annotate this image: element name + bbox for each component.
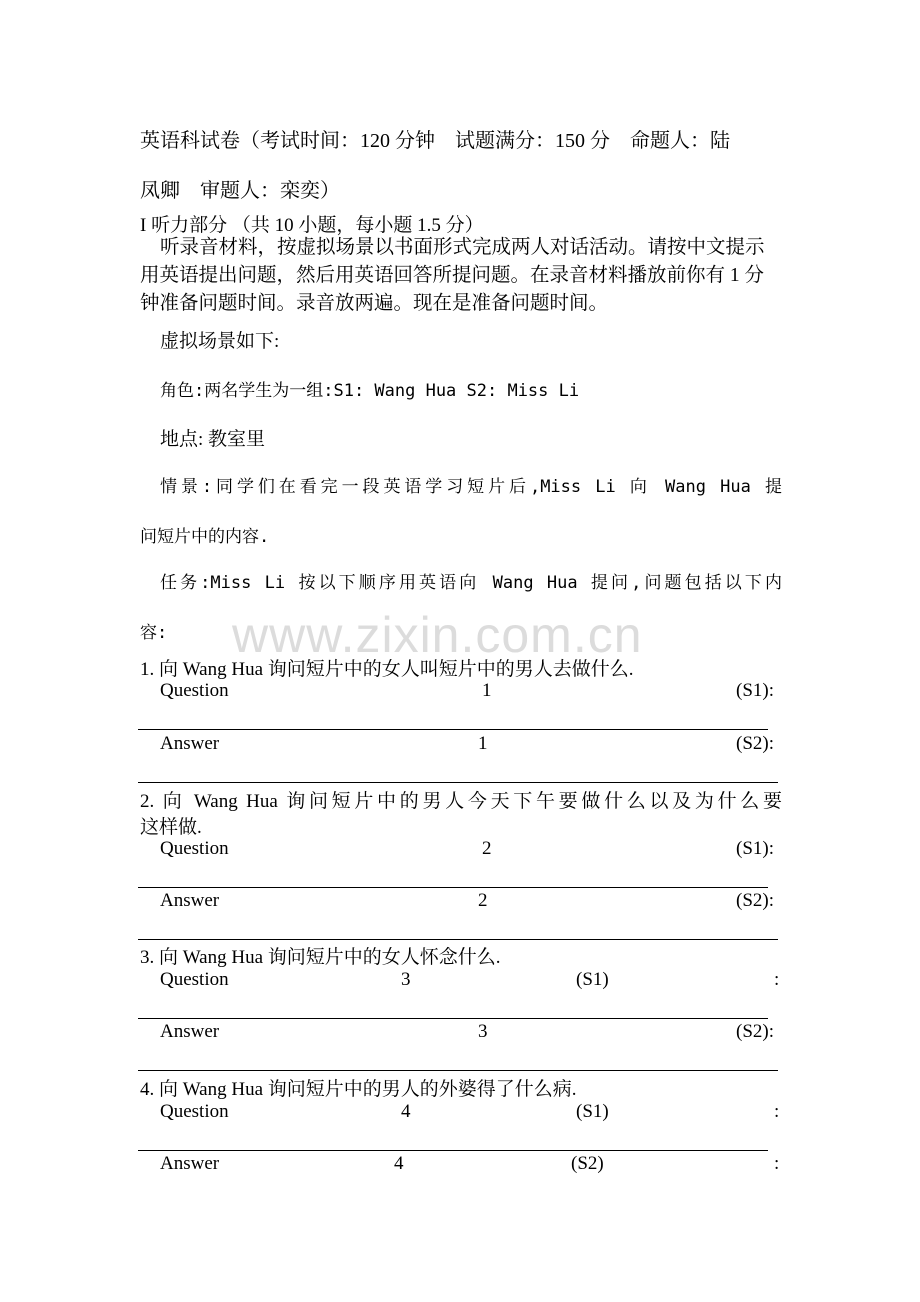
item-4-question-answer-line[interactable] [138, 1150, 768, 1151]
item-2-answer-label: Answer [160, 890, 220, 911]
item-2-prompt-line-1: 2. 向 Wang Hua 询问短片中的男人今天下午要做什么以及为什么要 [140, 791, 782, 812]
item-1-prompt: 1. 向 Wang Hua 询问短片中的女人叫短片中的男人去做什么. [140, 659, 634, 680]
item-4-question-label: Question [160, 1101, 229, 1122]
exam-header-line-2: 凤卿 审题人：栾奕） [140, 180, 340, 202]
watermark-text: www.zixin.com.cn [232, 607, 643, 663]
item-3-answer-role: (S2): [736, 1021, 774, 1042]
item-3-question-label: Question [160, 969, 229, 990]
item-3-answer-line[interactable] [138, 1070, 778, 1071]
scenario-intro: 虚拟场景如下: [160, 331, 280, 352]
item-1-question-role: (S1): [736, 680, 774, 701]
scenario-task-2: 容: [140, 623, 168, 643]
item-1-question-label: Question [160, 680, 229, 701]
item-4-answer-colon: : [774, 1153, 780, 1174]
item-2-answer-num: 2 [478, 890, 488, 911]
item-2-question-num: 2 [482, 838, 492, 859]
instructions-paragraph: 听录音材料，按虚拟场景以书面形式完成两人对话活动。请按中文提示用英语提出问题，然后用英语回答所提问题。在录音材料播放前你有 1 分钟准备问题时间。录音放两遍。现在是准备问题时间。 [140, 237, 765, 314]
item-2-answer-line[interactable] [138, 939, 778, 940]
item-3-question-role: (S1) [576, 969, 609, 990]
scenario-situation-1: 情景:同学们在看完一段英语学习短片后,Miss Li 向 Wang Hua 提 [160, 477, 782, 497]
item-3-question-colon: : [774, 969, 780, 990]
item-3-question-num: 3 [401, 969, 411, 990]
scenario-situation-2: 问短片中的内容. [140, 527, 270, 547]
scenario-task-1: 任务:Miss Li 按以下顺序用英语向 Wang Hua 提问,问题包括以下内 [160, 573, 782, 593]
exam-header-line-1: 英语科试卷（考试时间：120 分钟 试题满分：150 分 命题人：陆 [140, 130, 730, 152]
item-2-answer-role: (S2): [736, 890, 774, 911]
item-4-prompt: 4. 向 Wang Hua 询问短片中的男人的外婆得了什么病. [140, 1079, 577, 1100]
item-4-question-num: 4 [401, 1101, 411, 1122]
item-2-question-answer-line[interactable] [138, 887, 768, 888]
item-4-question-role: (S1) [576, 1101, 609, 1122]
item-3-question-answer-line[interactable] [138, 1018, 768, 1019]
item-1-answer-label: Answer [160, 733, 220, 754]
item-1-answer-num: 1 [478, 733, 488, 754]
item-1-answer-role: (S2): [736, 733, 774, 754]
item-2-question-role: (S1): [736, 838, 774, 859]
item-3-answer-label: Answer [160, 1021, 220, 1042]
item-4-answer-label: Answer [160, 1153, 220, 1174]
section-title: I 听力部分 （共 10 小题，每小题 1.5 分） [140, 215, 484, 236]
item-2-prompt-line-2: 这样做. [140, 817, 202, 838]
item-4-answer-num: 4 [394, 1153, 404, 1174]
item-2-question-label: Question [160, 838, 229, 859]
item-3-prompt: 3. 向 Wang Hua 询问短片中的女人怀念什么. [140, 947, 501, 968]
item-4-question-colon: : [774, 1101, 780, 1122]
item-1-answer-line[interactable] [138, 782, 778, 783]
scenario-place: 地点: 教室里 [160, 429, 266, 450]
item-3-answer-num: 3 [478, 1021, 488, 1042]
item-1-question-num: 1 [482, 680, 492, 701]
item-1-question-answer-line[interactable] [138, 729, 768, 730]
scenario-roles: 角色:两名学生为一组:S1: Wang Hua S2: Miss Li [160, 381, 580, 401]
item-4-answer-role: (S2) [571, 1153, 604, 1174]
